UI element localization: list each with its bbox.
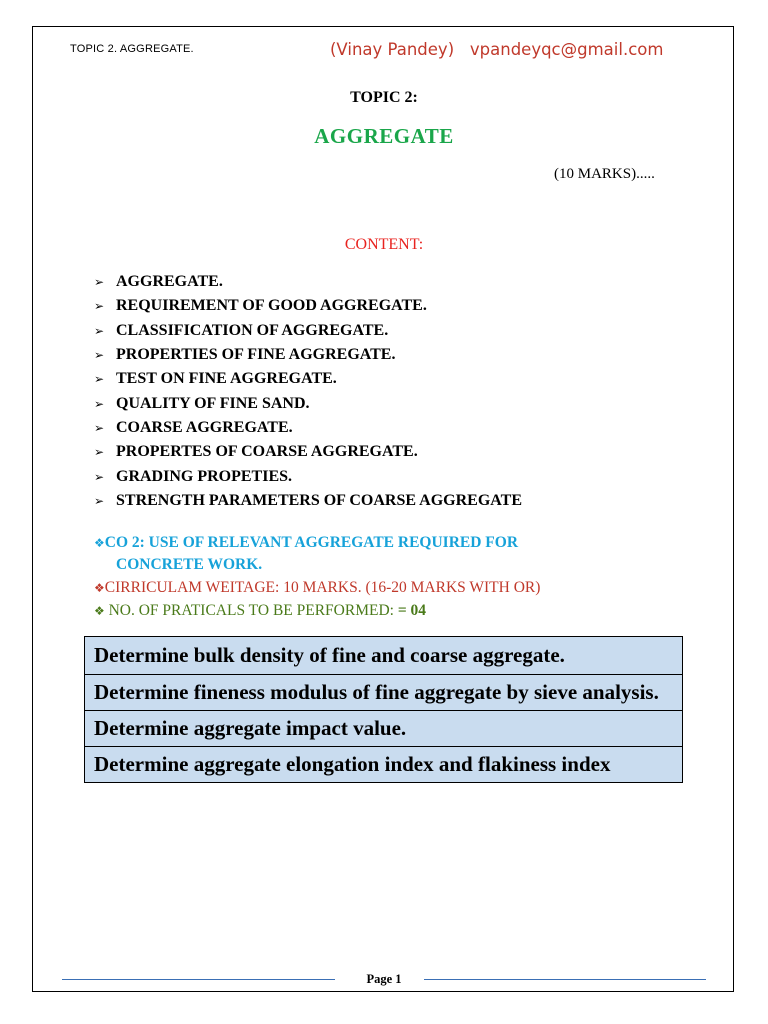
topic-title: AGGREGATE: [314, 124, 454, 148]
table-row: [85, 711, 683, 747]
list-item: ➢ COARSE AGGREGATE.: [94, 418, 293, 436]
content-list: [94, 270, 522, 513]
topic-number: TOPIC 2:: [350, 89, 418, 106]
arrow-bullet-icon: ➢: [94, 372, 105, 387]
course-outcome-note: ❖CO 2: USE OF RELEVANT AGGREGATE REQUIRED FOR: [94, 534, 519, 551]
author-header: [330, 40, 663, 59]
content-heading: CONTENT:: [344, 236, 424, 253]
list-item: ➢ TEST ON FINE AGGREGATE.: [94, 370, 337, 388]
practicals-count-value: = 04: [397, 602, 427, 619]
list-item: ➢ QUALITY OF FINE SAND.: [94, 394, 310, 412]
page-number: Page 1: [366, 972, 402, 986]
practical-cell: Determine aggregate impact value.: [85, 711, 683, 747]
arrow-bullet-icon: ➢: [94, 396, 105, 411]
arrow-bullet-icon: ➢: [94, 469, 105, 484]
practical-cell: Determine bulk density of fine and coarse aggregate.: [85, 637, 683, 675]
arrow-bullet-icon: ➢: [94, 445, 105, 460]
table-row: [85, 675, 683, 711]
arrow-bullet-icon: ➢: [94, 275, 105, 290]
diamond-bullet-icon: ❖: [94, 604, 109, 618]
curriculum-weightage-note: ❖CIRRICULAM WEITAGE: 10 MARKS. (16-20 MARKS WITH OR): [94, 579, 541, 596]
list-item: ➢ CLASSIFICATION OF AGGREGATE.: [94, 321, 389, 339]
list-item: ➢ AGGREGATE.: [94, 273, 223, 291]
table-row: [85, 747, 683, 783]
list-item: ➢ STRENGTH PARAMETERS OF COARSE AGGREGATE: [94, 491, 522, 509]
arrow-bullet-icon: ➢: [94, 299, 105, 314]
diamond-bullet-icon: ❖: [94, 536, 105, 550]
arrow-bullet-icon: ➢: [94, 493, 105, 508]
arrow-bullet-icon: ➢: [94, 348, 105, 363]
list-item: ➢ REQUIREMENT OF GOOD AGGREGATE.: [94, 297, 427, 315]
practicals-table: [84, 636, 683, 783]
author-email: vpandeyqc@gmail.com: [469, 40, 664, 59]
author-name: (Vinay Pandey): [330, 40, 455, 59]
practicals-count-note: ❖ NO. OF PRATICALS TO BE PERFORMED: = 04: [94, 602, 427, 619]
list-item: ➢ PROPERTES OF COARSE AGGREGATE.: [94, 443, 418, 461]
table-row: [85, 637, 683, 675]
arrow-bullet-icon: ➢: [94, 323, 105, 338]
practical-cell: Determine fineness modulus of fine aggregate by sieve analysis.: [85, 675, 683, 711]
arrow-bullet-icon: ➢: [94, 420, 105, 435]
course-outcome-note-cont: CONCRETE WORK.: [116, 556, 263, 573]
practical-cell: Determine aggregate elongation index and flakiness index: [85, 747, 683, 783]
diamond-bullet-icon: ❖: [94, 581, 105, 595]
list-item: ➢ PROPERTIES OF FINE AGGREGATE.: [94, 346, 396, 364]
marks-label: (10 MARKS).....: [554, 166, 655, 182]
running-header: TOPIC 2. AGGREGATE.: [70, 43, 194, 55]
list-item: ➢ GRADING PROPETIES.: [94, 467, 293, 485]
